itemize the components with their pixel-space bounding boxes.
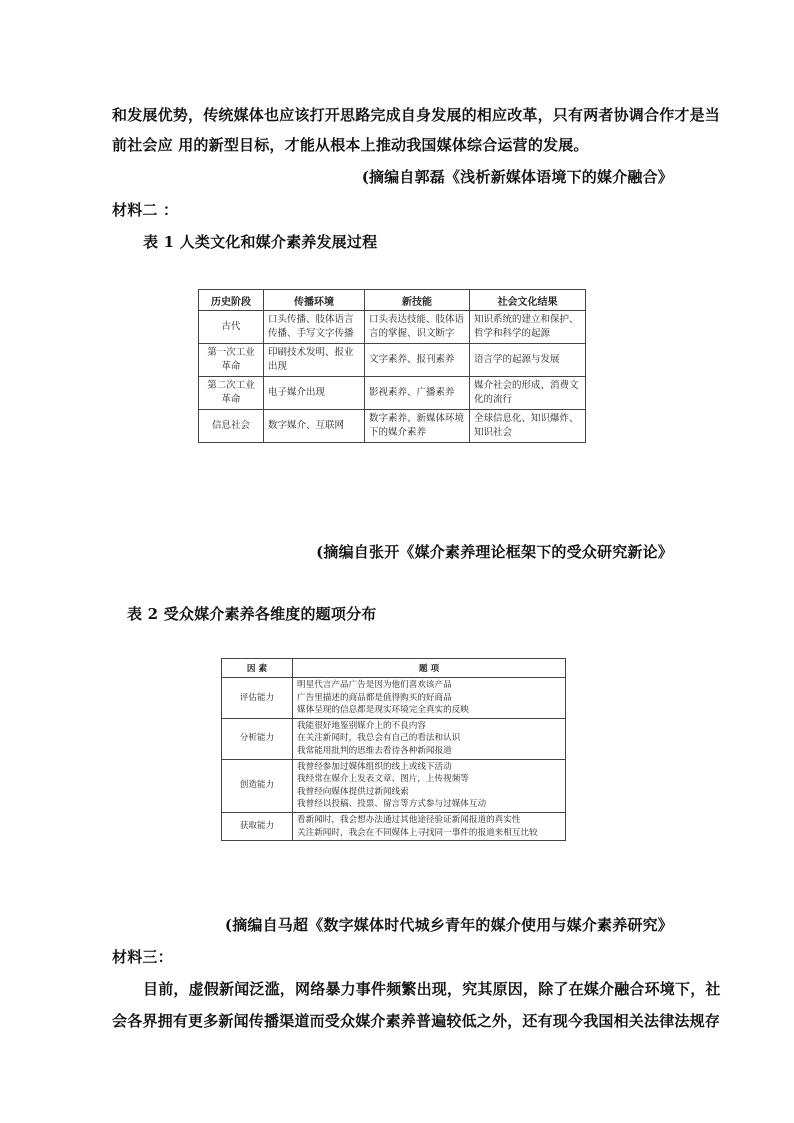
table-cell: 全球信息化、知识爆炸、知识社会	[470, 410, 586, 443]
table-cell: 古代	[199, 311, 264, 344]
table-header-row	[199, 290, 586, 311]
media-literacy-dimensions-table	[221, 658, 566, 841]
items-cell	[293, 718, 566, 759]
header-cell: 新技能	[365, 290, 470, 311]
table-caption: 表 2 受众媒介素养各维度的题项分布	[127, 605, 377, 623]
table-row	[199, 311, 586, 344]
table-cell: 第二次工业革命	[199, 377, 264, 410]
table-row	[222, 678, 566, 719]
header-cell: 因 素	[222, 659, 293, 678]
table-cell: 文字素养、报刊素养	[365, 344, 470, 377]
header-cell: 传播环境	[264, 290, 365, 311]
table-cell: 语言学的起源与发展	[470, 344, 586, 377]
source-citation: (摘编自马超《数字媒体时代城乡青年的媒介使用与媒介素养研究》	[224, 916, 673, 934]
survey-item: 我常能用批判的思维去看待各种新闻报道	[297, 745, 452, 756]
survey-item: 我曾经向媒体提供过新闻线索	[297, 786, 409, 797]
items-cell	[293, 759, 566, 812]
table-caption: 表 1 人类文化和媒介素养发展过程	[143, 233, 378, 251]
paragraph-line: 和发展优势，传统媒体也应该打开思路完成自身发展的相应改革，只有两者协调合作才是当	[112, 106, 721, 124]
table-cell: 影视素养、广播素养	[365, 377, 470, 410]
survey-item: 关注新闻时，我会在不同媒体上寻找同一事件的报道来相互比较	[297, 827, 538, 838]
table-row	[222, 812, 566, 840]
table-header-row	[222, 659, 566, 678]
table-cell: 信息社会	[199, 410, 264, 443]
paragraph-line: 目前，虚假新闻泛滥，网络暴力事件频繁出现，究其原因，除了在媒介融合环境下，社	[143, 980, 721, 998]
header-cell: 历史阶段	[199, 290, 264, 311]
items-cell	[293, 678, 566, 719]
survey-item: 明星代言产品广告是因为他们喜欢该产品	[297, 680, 452, 690]
table-row	[222, 759, 566, 812]
section-heading: 材料三：	[112, 948, 173, 966]
table-row	[199, 377, 586, 410]
survey-item: 看新闻时，我会想办法通过其他途径验证新闻报道的真实性	[297, 814, 521, 825]
section-heading: 材料二 ：	[112, 201, 179, 219]
source-citation: (摘编自郭磊《浅析新媒体语境下的媒介融合》	[361, 168, 673, 186]
survey-item: 在关注新闻时，我总会有自己的看法和认识	[297, 733, 461, 744]
factor-cell: 获取能力	[222, 812, 293, 840]
paragraph-line: 前社会应 用的新型目标，才能从根本上推动我国媒体综合运营的发展。	[112, 136, 589, 154]
table-cell: 口头传播、肢体语言传播、手写文字传播	[264, 311, 365, 344]
table-cell: 第一次工业革命	[199, 344, 264, 377]
table-cell: 电子媒介出现	[264, 377, 365, 410]
table-cell: 数字素养、新媒体环境下的媒介素养	[365, 410, 470, 443]
media-literacy-history-table	[198, 289, 586, 443]
survey-item: 媒体呈现的信息都是现实环境完全真实的反映	[297, 705, 469, 716]
factor-cell: 创造能力	[222, 759, 293, 812]
survey-item: 广告里描述的商品都是值得购买的好商品	[297, 692, 452, 703]
survey-item: 我曾经参加过媒体组织的线上或线下活动	[297, 761, 452, 772]
table-cell: 数字媒介、互联网	[264, 410, 365, 443]
table-cell: 知识系统的建立和保护、哲学和科学的起源	[470, 311, 586, 344]
header-cell: 题 项	[293, 659, 566, 678]
table-row	[199, 410, 586, 443]
factor-cell: 分析能力	[222, 718, 293, 759]
table-cell: 口头表达技能、肢体语言的掌握、识文断字	[365, 311, 470, 344]
table-row	[199, 344, 586, 377]
source-citation: (摘编自张开《媒介素养理论框架下的受众研究新论》	[316, 543, 673, 561]
header-cell: 社会文化结果	[470, 290, 586, 311]
table-row	[222, 718, 566, 759]
factor-cell: 评估能力	[222, 678, 293, 719]
table-cell: 印刷技术发明、报业出现	[264, 344, 365, 377]
paragraph-line: 会各界拥有更多新闻传播渠道而受众媒介素养普遍较低之外，还有现今我国相关法律法规存	[112, 1012, 721, 1030]
items-cell	[293, 812, 566, 840]
survey-item: 我能很好地鉴别媒介上的不良内容	[297, 720, 426, 731]
survey-item: 我曾经以投稿、投票、留言等方式参与过媒体互动	[297, 799, 487, 810]
table-cell: 媒介社会的形成、消费文化的流行	[470, 377, 586, 410]
survey-item: 我经常在媒介上发表文章、图片，上传视频等	[297, 774, 469, 785]
